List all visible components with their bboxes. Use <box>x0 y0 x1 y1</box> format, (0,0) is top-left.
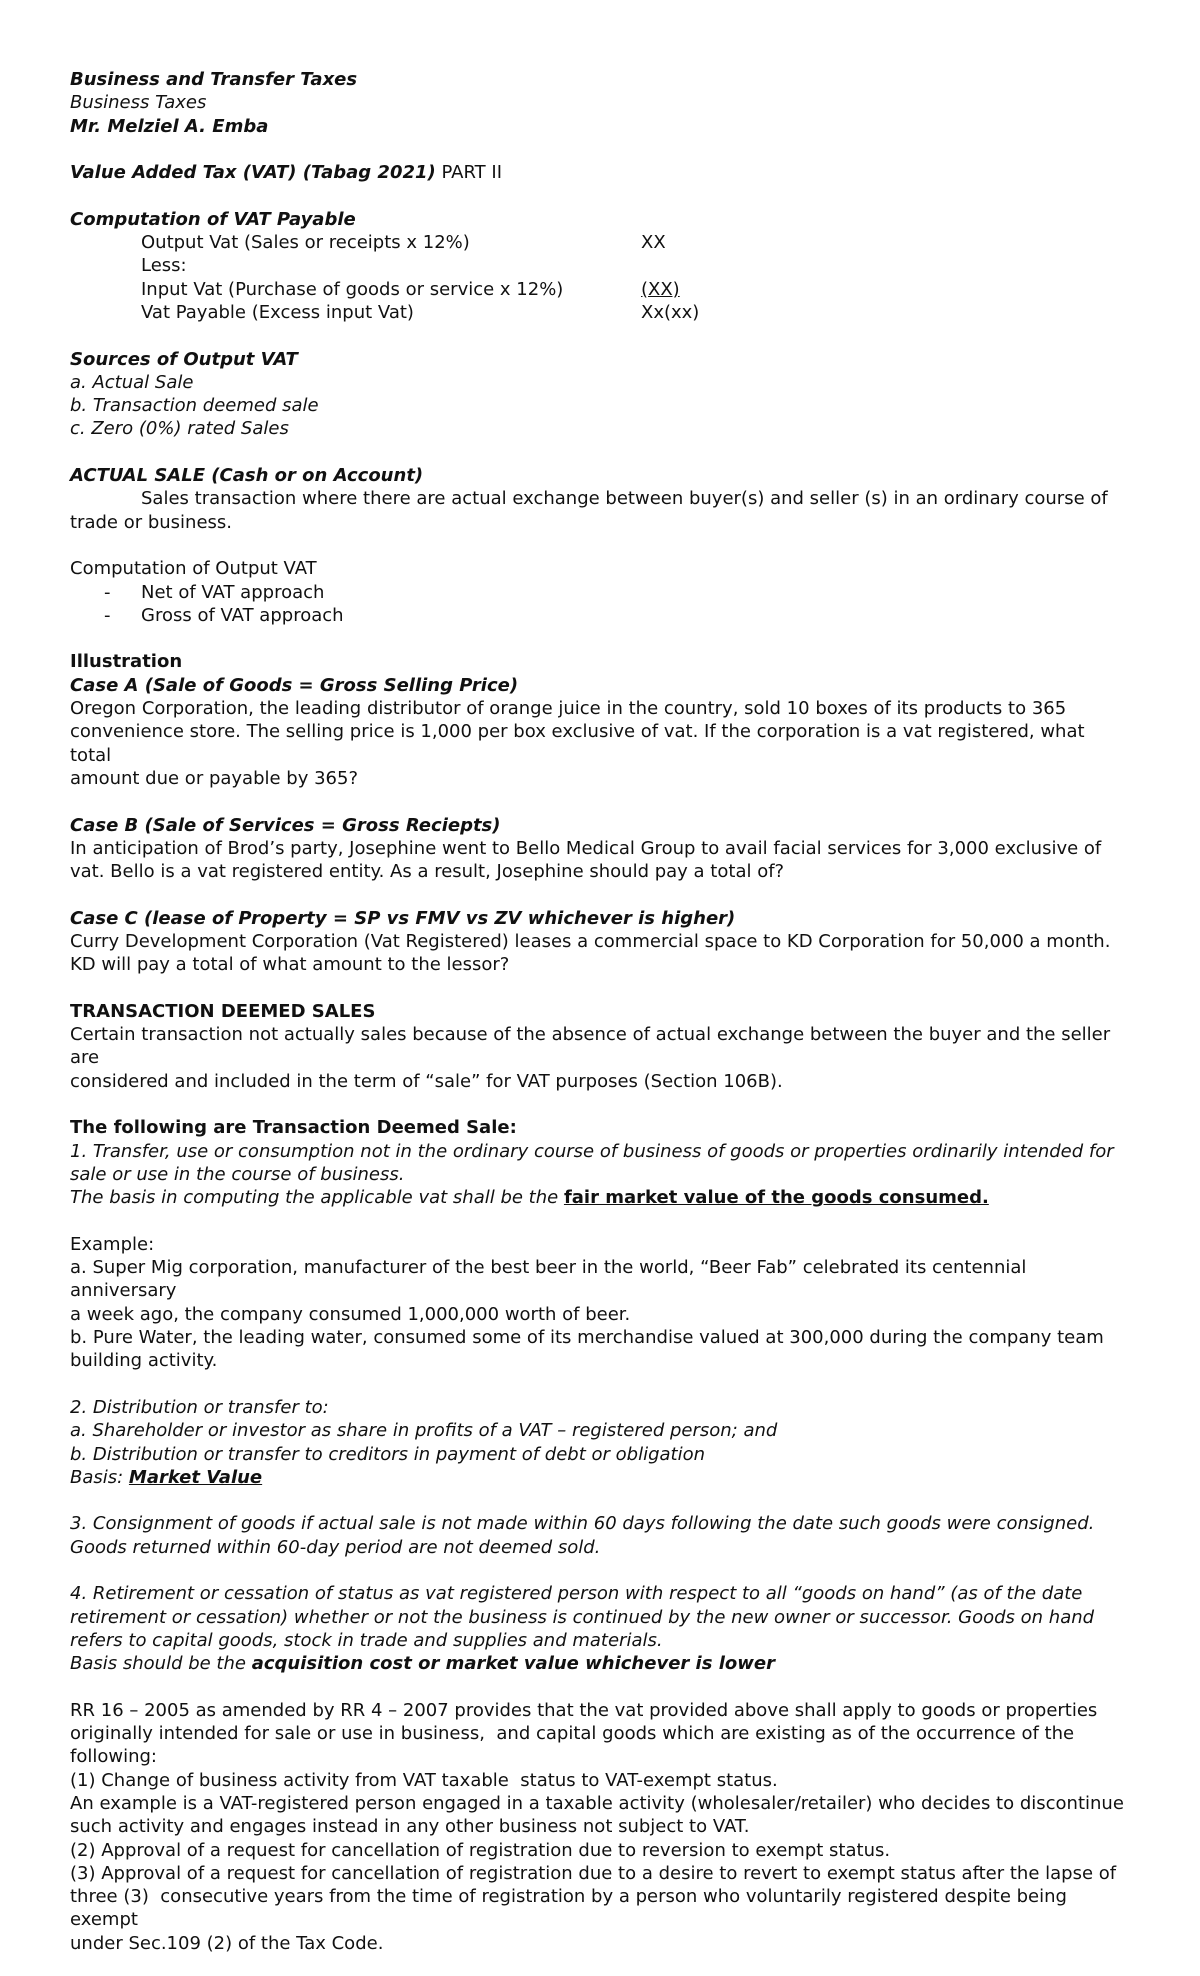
case-a-text: convenience store. The selling price is 1,000 per box exclusive of vat. If the corporation is a vat registered, what total <box>70 721 1091 766</box>
case-c-title: Case C (lease of Property = SP vs FMV vs ZV whichever is higher) <box>70 907 736 929</box>
computation-value: Xx(xx) <box>641 301 700 323</box>
rr-text: RR 16 – 2005 as amended by RR 4 – 2007 provides that the vat provided above shall apply to goods or properties <box>70 1699 1098 1721</box>
basis-emphasis: acquisition cost or market value whichever is lower <box>251 1653 775 1675</box>
deemed-item-4-basis <box>70 1652 1130 1675</box>
rr-text: (3) Approval of a request for cancellation of registration due to a desire to revert to exempt status after the lapse of <box>70 1862 1117 1884</box>
dash-bullet: - <box>104 581 111 603</box>
example-text: b. Pure Water, the leading water, consumed some of its merchandise valued at 300,000 during the company team <box>70 1327 1104 1349</box>
basis-prefix: Basis: <box>70 1466 129 1488</box>
deemed-text: considered and included in the term of “sale” for VAT purposes (Section 106B). <box>70 1070 783 1092</box>
list-item-text: Gross of VAT approach <box>141 604 344 626</box>
deemed-item-4: refers to capital goods, stock in trade and supplies and materials. <box>70 1629 663 1651</box>
computation-heading: Computation of VAT Payable <box>70 208 356 230</box>
computation-row <box>70 254 1130 277</box>
list-item <box>70 581 1130 604</box>
deemed-item-4: retirement or cessation) whether or not the business is continued by the new owner or successor. Goods on hand <box>70 1606 1095 1628</box>
deemed-item-2: a. Shareholder or investor as share in profits of a VAT – registered person; and <box>70 1420 778 1442</box>
example-text: a. Super Mig corporation, manufacturer of the best beer in the world, “Beer Fab” celebrated its centennial anniversary <box>70 1257 1033 1302</box>
rr-text: (2) Approval of a request for cancellation of registration due to reversion to exempt status. <box>70 1839 891 1861</box>
sources-item: a. Actual Sale <box>70 371 194 393</box>
output-vat-heading: Computation of Output VAT <box>70 558 317 580</box>
course-title: Business and Transfer Taxes <box>70 69 358 90</box>
case-a-text: amount due or payable by 365? <box>70 767 359 789</box>
rr-text: An example is a VAT-registered person engaged in a taxable activity (wholesaler/retailer) who decides to discontinue <box>70 1792 1124 1814</box>
rr-text: originally intended for sale or use in business, and capital goods which are existing as of the occurrence of the <box>70 1723 1075 1745</box>
computation-label: Vat Payable (Excess input Vat) <box>141 301 414 323</box>
actual-sale-text: trade or business. <box>70 511 233 533</box>
example-heading: Example: <box>70 1233 155 1255</box>
rr-text: three (3) consecutive years from the time of registration by a person who voluntarily registered despite being exempt <box>70 1886 1073 1931</box>
instructor-name: Mr. Melziel A. Emba <box>70 115 269 137</box>
case-b-text: In anticipation of Brod’s party, Josephine went to Bello Medical Group to avail facial services for 3,000 exclusive of <box>70 837 1102 859</box>
actual-sale-heading: ACTUAL SALE (Cash or on Account) <box>70 465 424 487</box>
case-c-text: KD will pay a total of what amount to the lessor? <box>70 954 510 976</box>
deemed-item-1: sale or use in the course of business. <box>70 1163 405 1185</box>
sources-item: c. Zero (0%) rated Sales <box>70 418 289 440</box>
deemed-item-2-basis <box>70 1466 1130 1489</box>
rr-text: under Sec.109 (2) of the Tax Code. <box>70 1932 384 1954</box>
deemed-item-3: Goods returned within 60-day period are not deemed sold. <box>70 1536 601 1558</box>
document-title <box>70 161 1130 184</box>
rr-text: following: <box>70 1746 157 1768</box>
actual-sale-text: Sales transaction where there are actual exchange between buyer(s) and seller (s) in an ordinary course of <box>141 488 1108 510</box>
case-a-title: Case A (Sale of Goods = Gross Selling Price) <box>70 674 519 696</box>
computation-label: Input Vat (Purchase of goods or service x 12%) <box>141 278 564 300</box>
computation-row <box>70 231 1130 254</box>
rr-text: (1) Change of business activity from VAT taxable status to VAT-exempt status. <box>70 1769 778 1791</box>
deemed-item-1-basis <box>70 1186 1130 1209</box>
deemed-heading: TRANSACTION DEEMED SALES <box>70 1000 376 1022</box>
deemed-text: Certain transaction not actually sales because of the absence of actual exchange between the buyer and the seller are <box>70 1024 1116 1069</box>
deemed-item-4: 4. Retirement or cessation of status as vat registered person with respect to all “goods on hand” (as of the date <box>70 1583 1083 1605</box>
basis-emphasis: Market Value <box>128 1466 263 1488</box>
example-text: a week ago, the company consumed 1,000,000 worth of beer. <box>70 1303 631 1325</box>
deemed-list-heading: The following are Transaction Deemed Sale: <box>70 1117 517 1139</box>
computation-value: XX <box>641 232 666 254</box>
title-part: PART II <box>435 162 503 184</box>
deemed-item-2: b. Distribution or transfer to creditors in payment of debt or obligation <box>70 1443 706 1465</box>
computation-row <box>70 278 1130 301</box>
rr-text: such activity and engages instead in any other business not subject to VAT. <box>70 1816 750 1838</box>
computation-value: (XX) <box>641 278 680 300</box>
deemed-item-1: 1. Transfer, use or consumption not in the ordinary course of business of goods or properties ordinarily intended for <box>70 1140 1114 1162</box>
case-b-title: Case B (Sale of Services = Gross Reciepts) <box>70 814 501 836</box>
title-main: Value Added Tax (VAT) (Tabag 2021) <box>70 162 436 184</box>
topic-title: Business Taxes <box>70 92 207 114</box>
case-a-text: Oregon Corporation, the leading distributor of orange juice in the country, sold 10 boxes of its products to 365 <box>70 698 1067 720</box>
basis-emphasis: fair market value of the goods consumed. <box>563 1187 989 1209</box>
list-item <box>70 604 1130 627</box>
deemed-item-2: 2. Distribution or transfer to: <box>70 1396 329 1418</box>
computation-label: Less: <box>141 255 187 277</box>
illustration-heading: Illustration <box>70 651 183 673</box>
deemed-item-3: 3. Consignment of goods if actual sale is not made within 60 days following the date such goods were consigned. <box>70 1513 1095 1535</box>
list-item-text: Net of VAT approach <box>141 581 325 603</box>
computation-row <box>70 301 1130 324</box>
example-text: building activity. <box>70 1350 218 1372</box>
case-b-text: vat. Bello is a vat registered entity. As a result, Josephine should pay a total of? <box>70 861 785 883</box>
basis-prefix: Basis should be the <box>70 1653 252 1675</box>
dash-bullet: - <box>104 604 111 626</box>
case-c-text: Curry Development Corporation (Vat Registered) leases a commercial space to KD Corporation for 50,000 a month. <box>70 930 1111 952</box>
basis-prefix: The basis in computing the applicable vat shall be the <box>70 1187 564 1209</box>
computation-label: Output Vat (Sales or receipts x 12%) <box>141 232 470 254</box>
sources-item: b. Transaction deemed sale <box>70 395 319 417</box>
sources-heading: Sources of Output VAT <box>70 348 298 370</box>
